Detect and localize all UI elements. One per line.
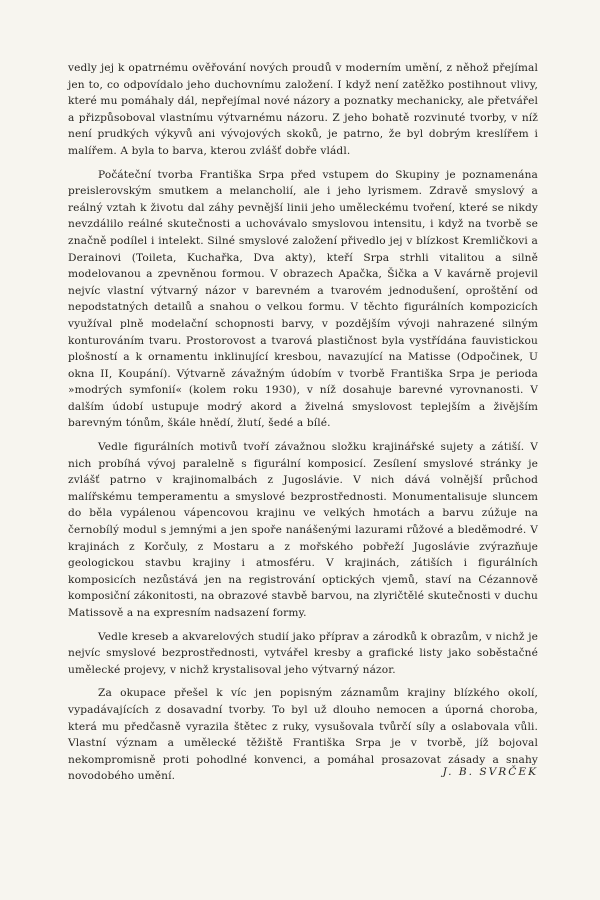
paragraph-1: vedly jej k opatrnému ověřování nových proudů v moderním umění, z něhož přejímal jen to, co odpovídalo jeho duchovnímu založení. I když není zatěžko postihnout vlivy, které mu pomáhaly dál, nepřejímal nové názory a poznatky mechanicky, ale přetvářel a přizpůsoboval vlastnímu výtvarnému názoru. Z jeho bohatě rozvinuté tvorby, v níž není prudkých výkyvů ani vývojových skoků, je patrno, že byl dobrým kreslířem i malířem. A byla to barva, kterou zvlášť dobře vládl. (68, 62, 538, 157)
paragraph-3: Vedle figurálních motivů tvoří závažnou složku krajinářské sujety a zátiší. V nich probíhá vývoj paralelně s figurální komposicí. Zesílení smyslové stránky je zvlášť patrno v krajinomalbách z Jugoslávie. V nich dává volnější průchod malířskému temperamentu a smyslové bezprostřednosti. Monumentalisuje sluncem do běla vypálenou vápencovou krajinu ve velkých hmotách a barvu zúžuje na černobílý modul s jemnými a jen spoře nanášenými lazurami růžové a bleděmodré. V krajinách z Korčuly, z Mostaru a z mořského pobřeží Jugoslávie zvýrazňuje geologickou stavbu krajiny i atmosféru. V krajinách, zátiších i figurálních komposicích nezůstává jen na registrování optických vjemů, staví na Cézannově komposiční zákonitosti, na obrazové stavbě barvou, na zlyričtělé skutečnosti v duchu Matissově a na expresním nadsazení formy. (68, 441, 538, 619)
paragraph-5: Za okupace přešel k víc jen popisným záznamům krajiny blízkého okolí, vypadávajících z dosavadní tvorby. To byl už dlouho nemocen a úporná choroba, která mu předčasně vyrazila štětec z ruky, vysušovala tvůrčí síly a oslabovala vůli. Vlastní význam a umělecké těžiště Františka Srpa je v tvorbě, jíž bojoval nekompromisně proti pohodlné konvenci, a pomáhal prosazovat zásady a snahy novodobého umění. (68, 687, 538, 783)
article-body (68, 60, 538, 792)
paragraph-4: Vedle kreseb a akvarelových studií jako příprav a zárodků k obrazům, v nichž je nejvíc smyslové bezprostřednosti, vytvářel kresby a grafické listy jako soběstačné umělecké projevy, v nichž krystalisoval jeho výtvarný názor. (68, 630, 538, 676)
paragraph-2: Počáteční tvorba Františka Srpa před vstupem do Skupiny je poznamenána preislerovským smutkem a melancholií, ale i jeho lyrismem. Zdravě smyslový a reálný vztah k životu dal záhy pevnější linii jeho uměleckému tvoření, které se nikdy nevzdálilo reálné skutečnosti a uchovávalo smyslovou intensitu, i když na tvorbě se značně podílel i intelekt. Silné smyslové založení přivedlo jej v blízkost Kremličkovi a Derainovi (Toileta, Kuchařka, Dva akty), kteří Srpa strhli vitalitou a silně modelovanou a zpevněnou formou. V obrazech Apačka, Šička a V kavárně projevil nejvíc vlastní výtvarný názor v barevném a tvarovém jednodušení, oproštění od nepodstatných detailů a snahou o velkou formu. V těchto figurálních kompozicích využíval plně modelační schopnosti barvy, v pozdějším vývoji nahrazené silným konturováním tvaru. Prostorovost a tvarová plastičnost byla vystřídána fauvistickou plošností a k ornamentu inklinující kresbou, navazující na Matisse (Odpočinek, U okna II, Koupání). Výtvarně závažným údobím v tvorbě Františka Srpa je perioda »modrých symfonií« (kolem roku 1930), v níž dosahuje barevné vyrovnanosti. V dalším údobí ustupuje modrý akord a živelná smyslovost teplejším a živějším barevným tónům, škále hnědí, žlutí, šedé a bílé. (68, 168, 538, 430)
author-signature: J. B. SVRČEK (442, 766, 538, 778)
